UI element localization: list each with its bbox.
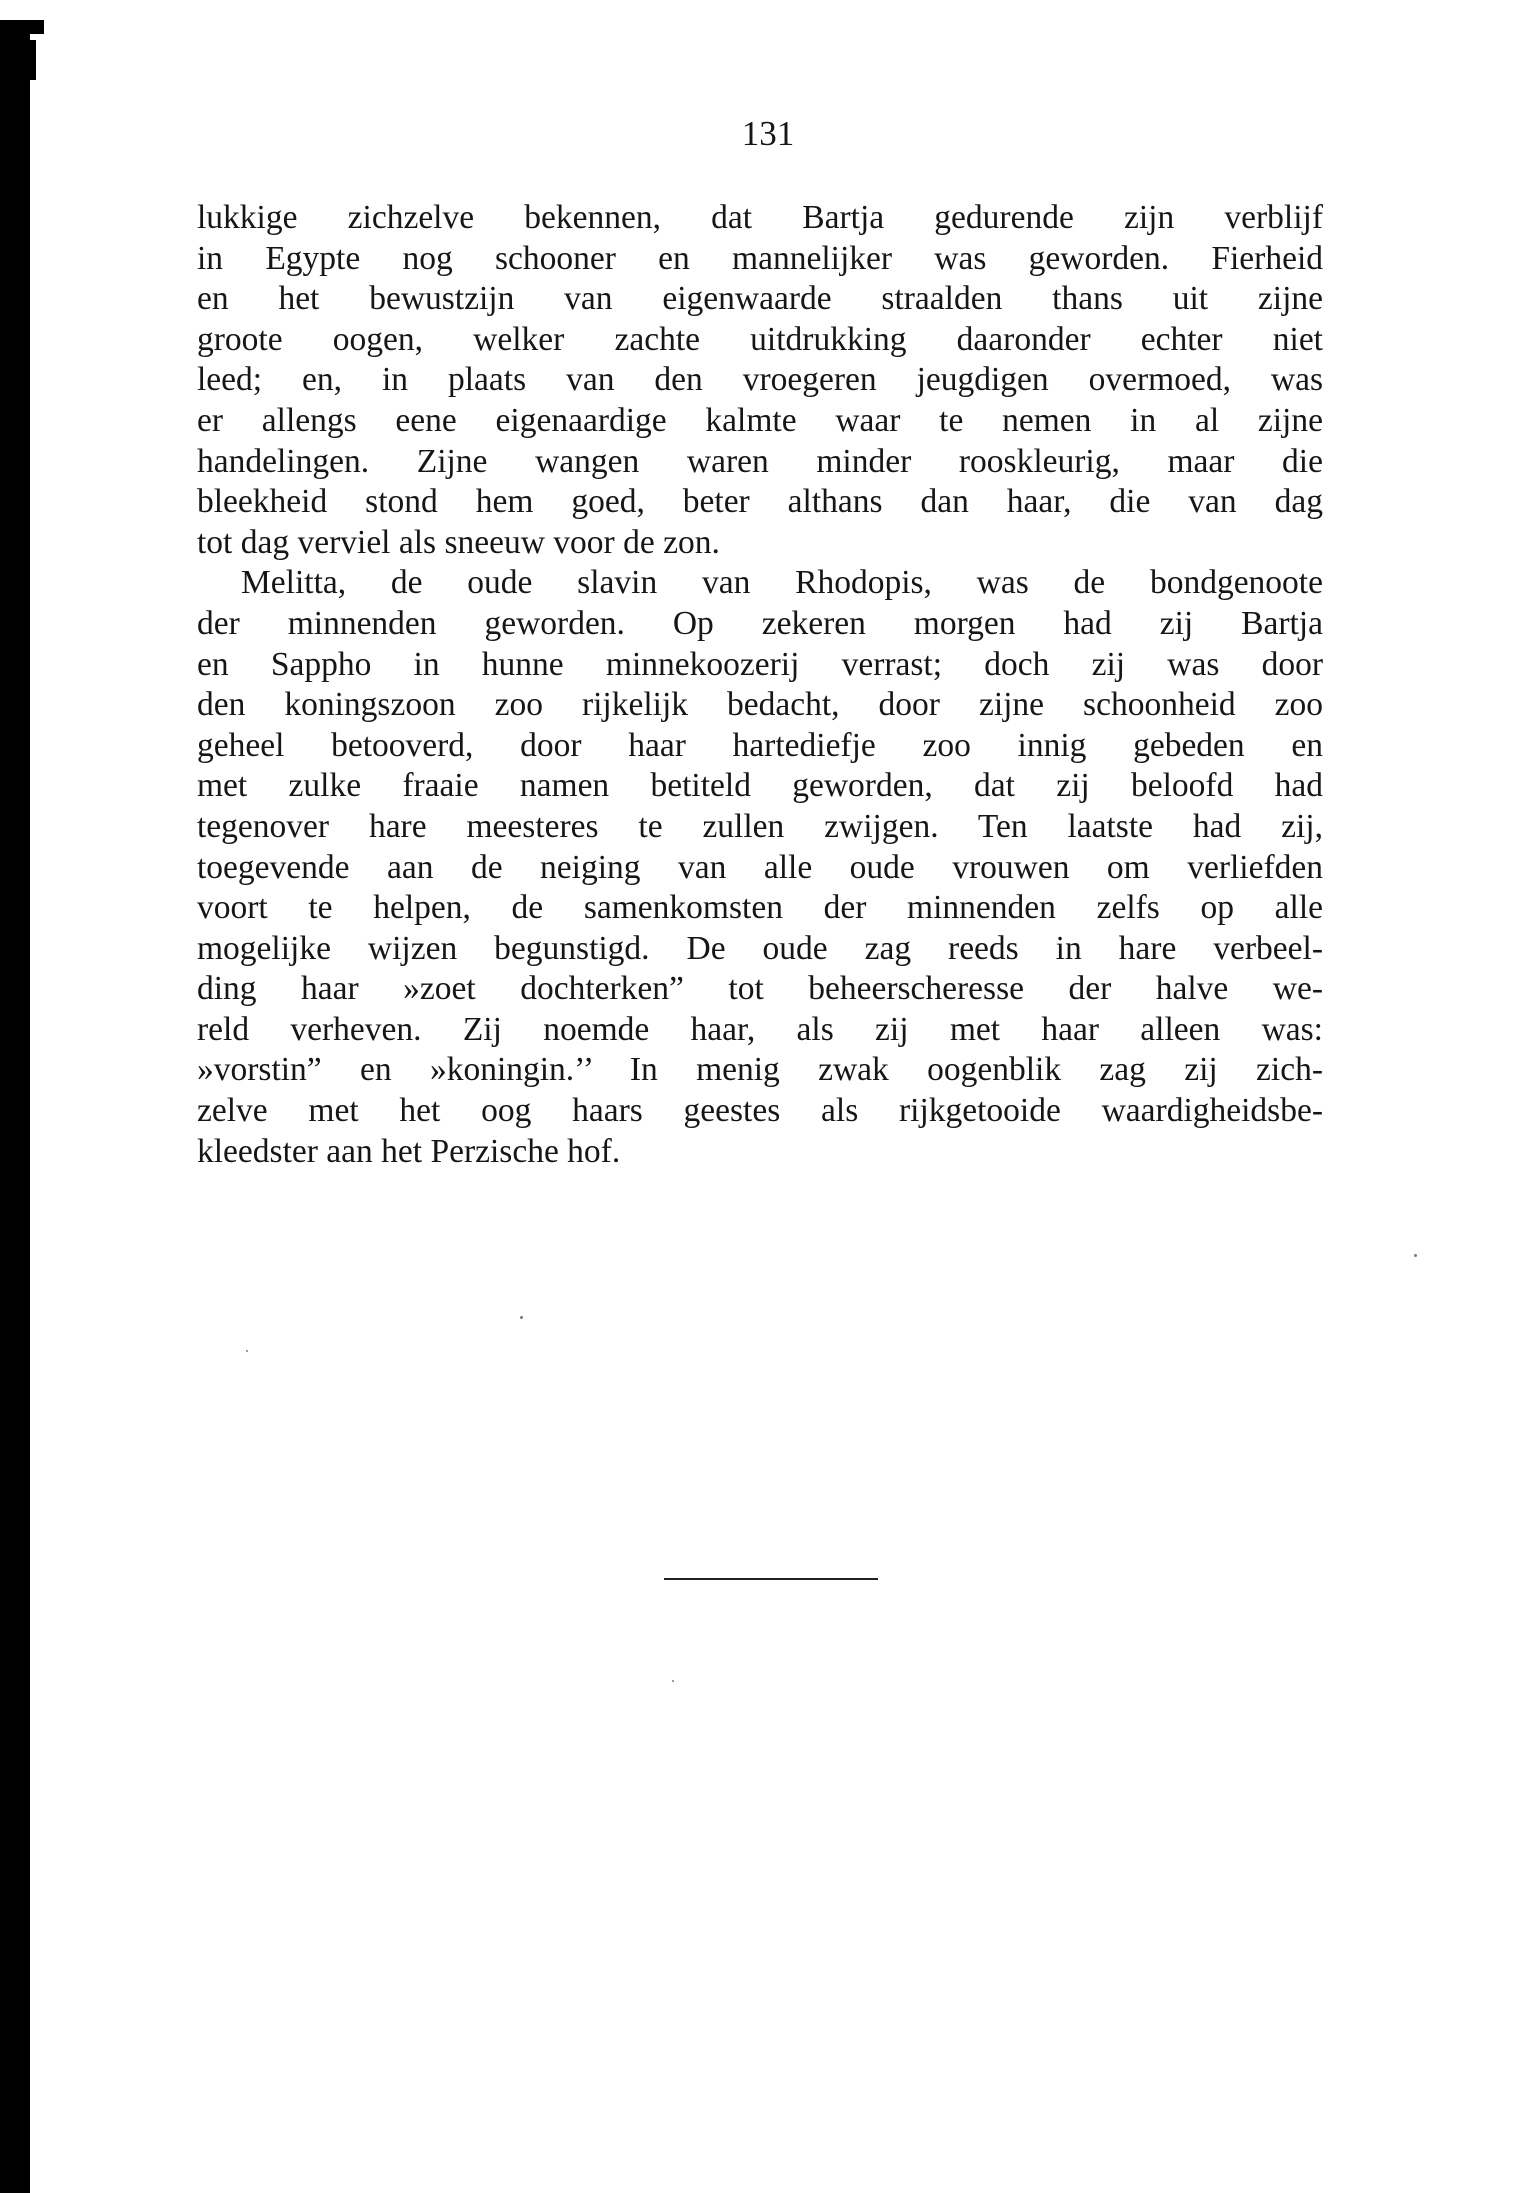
body-text: [197, 198, 1323, 1172]
text-line: »vorstin” en »koningin.’’ In menig zwak oogenblik zag zij zich-: [197, 1051, 1323, 1089]
text-line: lukkige zichzelve bekennen, dat Bartja gedurende zijn verblijf: [197, 199, 1323, 236]
paper-speck: [672, 1680, 674, 1682]
text-line: ding haar »zoet dochterken” tot beheerscheresse der halve we-: [197, 970, 1323, 1008]
text-line: voort te helpen, de samenkomsten der minnenden zelfs op alle: [197, 889, 1323, 927]
text-line: den koningszoon zoo rijkelijk bedacht, door zijne schoonheid zoo: [197, 686, 1323, 724]
binding-edge: [0, 20, 30, 2193]
text-line: tegenover hare meesteres te zullen zwijgen. Ten laatste had zij,: [197, 807, 1323, 845]
text-line: der minnenden geworden. Op zekeren morgen had zij Bartja: [197, 604, 1323, 642]
text-line: mogelijke wijzen begunstigd. De oude zag reeds in hare verbeel-: [197, 929, 1323, 967]
text-line: er allengs eene eigenaardige kalmte waar te nemen in al zijne: [197, 401, 1323, 439]
text-line: reld verheven. Zij noemde haar, als zij met haar alleen was:: [197, 1010, 1323, 1048]
paper-speck: [246, 1350, 248, 1352]
text-line: geheel betooverd, door haar hartediefje zoo innig gebeden en: [197, 726, 1323, 764]
text-line: groote oogen, welker zachte uitdrukking daaronder echter niet: [197, 320, 1323, 358]
paragraph-end-line: tot dag verviel als sneeuw voor de zon.: [197, 523, 720, 561]
section-divider-rule: [664, 1578, 878, 1580]
binding-tick: [30, 40, 36, 80]
paper-speck: [520, 1316, 523, 1319]
text-line: met zulke fraaie namen betiteld geworden, dat zij beloofd had: [197, 767, 1323, 805]
text-line: toegevende aan de neiging van alle oude vrouwen om verliefden: [197, 848, 1323, 886]
paragraph-start-line: Melitta, de oude slavin van Rhodopis, was de bondgenoote: [241, 564, 1323, 602]
text-line: en Sappho in hunne minnekoozerij verrast; doch zij was door: [197, 645, 1323, 683]
binding-notch: [30, 20, 44, 34]
paper-speck: [1414, 1254, 1417, 1257]
text-line: bleekheid stond hem goed, beter althans dan haar, die van dag: [197, 483, 1323, 521]
paragraph-end-line: kleedster aan het Perzische hof.: [197, 1132, 621, 1170]
text-line: leed; en, in plaats van den vroegeren jeugdigen overmoed, was: [197, 361, 1323, 399]
text-line: handelingen. Zijne wangen waren minder rooskleurig, maar die: [197, 442, 1323, 480]
text-line: zelve met het oog haars geestes als rijkgetooide waardigheidsbe-: [197, 1092, 1323, 1130]
text-line: en het bewustzijn van eigenwaarde straalden thans uit zijne: [197, 280, 1323, 318]
text-line: in Egypte nog schooner en mannelijker was geworden. Fierheid: [197, 239, 1323, 277]
page-number: 131: [741, 114, 795, 153]
